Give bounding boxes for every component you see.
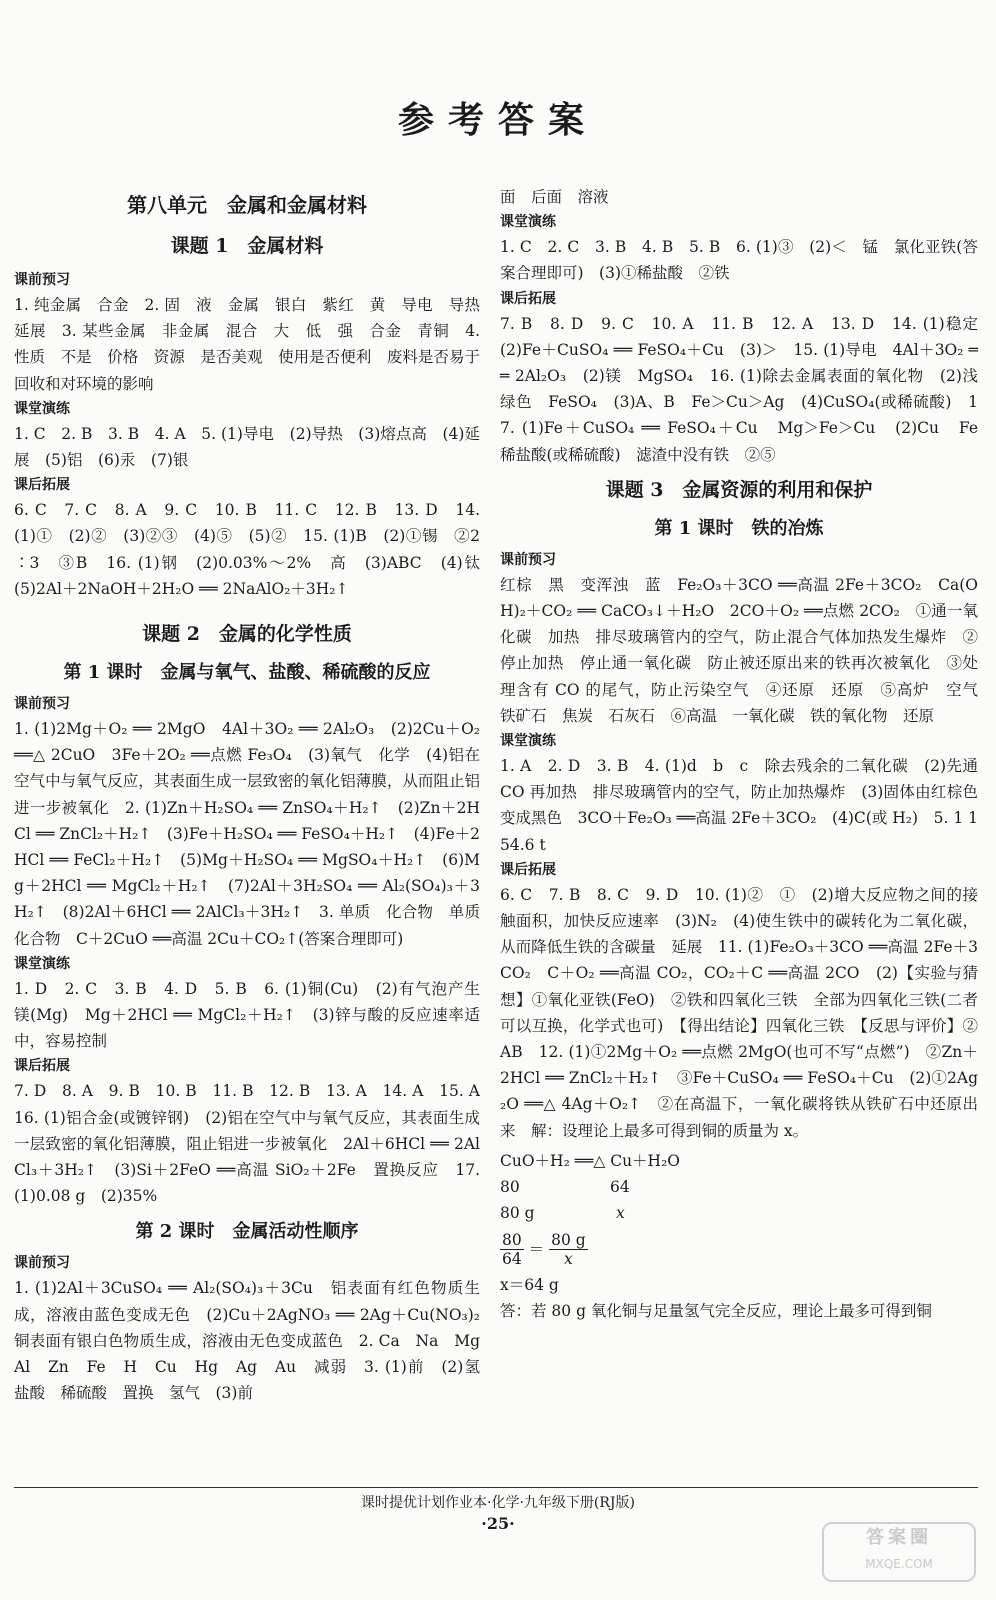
right-column — [500, 184, 994, 1324]
section-label: 课前预习 — [14, 696, 70, 713]
denominator: x — [564, 1249, 573, 1268]
page-title: 参考答案 — [397, 99, 598, 141]
section-label: 课后拓展 — [500, 290, 556, 307]
period-title: 第 1 课时 金属与氧气、盐酸、稀硫酸的反应 — [63, 662, 431, 684]
answer-text: 1. A 2. D 3. B 4. (1)d b c 除去残余的二氧化碳 (2)先通 CO 再加热 排尽玻璃管内的空气，防止加热爆炸 (3)固体由红棕色变成黑色 3CO＋Fe₂O₃ ══高温 2Fe＋3CO₂ (4)C(或 H₂) 5. 1 154.6 t — [500, 757, 983, 854]
answer-text: 1. C 2. B 3. B 4. A 5. (1)导电 (2)导热 (3)熔点高 (4)延展 (5)铝 (6)汞 (7)银 — [14, 424, 480, 470]
calc-ratio: $\frac{80}{64}$ ＝ $\frac{80 g}{x}$ — [502, 1230, 586, 1268]
page-number: ·25· — [481, 1514, 515, 1533]
answer-text: 1. (1)2Mg＋O₂ ══ 2MgO 4Al＋3O₂ ══ 2Al₂O₃ (2)2Cu＋O₂ ══△ 2CuO 3Fe＋2O₂ ══点燃 Fe₃O₄ (3)氧气 化学 (4)铝在空气中与氧气反应，其表面生成一层致密的氧化铝薄膜，从而阻止铝进一步被氧化 2. (1)Zn＋H₂SO₄ ══ ZnSO₄＋H₂↑ (2)Zn＋2HCl ══ ZnCl₂＋H₂↑ (3)Fe＋H₂SO₄ ══ FeSO₄＋H₂↑ (4)Fe＋2HCl ══ FeCl₂＋H₂↑ (5)Mg＋H₂SO₄ ══ MgSO₄＋H₂↑ (6)Mg＋2HCl ══ MgCl₂＋H₂↑ (7)2Al＋3H₂SO₄ ══ Al₂(SO₄)₃＋3H₂↑ (8)2Al＋6HCl ══ 2AlCl₃＋3H₂↑ 3. 单质 化合物 单质 化合物 C＋2CuO ══高温 2Cu＋CO₂↑(答案合理即可) — [14, 720, 496, 948]
lesson1-title: 课题 1 金属材料 — [170, 235, 324, 257]
answer-text: 7. B 8. D 9. C 10. A 11. B 12. A 13. D 14. (1)稳定 (2)Fe＋CuSO₄ ══ FeSO₄＋Cu (3)＞ 15. (1)导电 4Al＋3O₂ ══ 2Al₂O₃ (2)镁 MgSO₄ 16. (1)除去金属表面的氧化物 (2)浅绿色 FeSO₄ (3)A、B Fe＞Cu＞Ag (4)CuSO₄(或稀硫酸) 17. (1)Fe＋CuSO₄ ══ FeSO₄＋Cu Mg＞Fe＞Cu (2)Cu Fe 稀盐酸(或稀硫酸) 滤渣中没有铁 ②⑤ — [500, 314, 994, 464]
section-label: 课堂演练 — [14, 955, 70, 972]
section-label: 课后拓展 — [14, 1058, 70, 1075]
calc-result: x＝64 g — [500, 1275, 559, 1294]
calc-equation: CuO＋H₂ ══△ Cu＋H₂O — [500, 1151, 680, 1170]
fraction — [500, 1231, 524, 1268]
answer-text: 1. C 2. C 3. B 4. B 5. B 6. (1)③ (2)＜ 锰 氯化亚铁(答案合理即可) (3)①稀盐酸 ②铁 — [500, 238, 978, 283]
section-label: 课后拓展 — [14, 477, 70, 494]
calc-row — [500, 1200, 978, 1226]
watermark-logo — [822, 1522, 976, 1582]
answer-text: 红棕 黑 变浑浊 蓝 Fe₂O₃＋3CO ══高温 2Fe＋3CO₂ Ca(OH)₂＋CO₂ ══ CaCO₃↓＋H₂O 2CO＋O₂ ══点燃 2CO₂ ①通一氧化碳 加热 排尽玻璃管内的空气，防止混合气体加热发生爆炸 ②停止加热 停止通一氧化碳 防止被还原出来的铁再次被氧化 ③处理含有 CO 的尾气，防止污染空气 ④还原 还原 ⑤高炉 空气 铁矿石 焦炭 石灰石 ⑥高温 一氧化碳 铁的氧化物 还原 — [500, 575, 994, 725]
denominator: 64 — [502, 1249, 522, 1268]
calc-row — [500, 1174, 978, 1200]
answer-text: 1. 纯金属 合金 2. 固 液 金属 银白 紫红 黄 导电 导热 延展 3. 某些金属 非金属 混合 大 低 强 合金 青铜 4. 性质 不是 价格 资源 是否美观 使用是否便利 废料是否易于回收和对环境的影响 — [14, 296, 496, 393]
section-label: 课前预习 — [500, 551, 556, 568]
unit-title: 第八单元 金属和金属材料 — [127, 193, 367, 217]
section-label: 课前预习 — [14, 1255, 70, 1272]
answer-text: 6. C 7. B 8. C 9. D 10. (1)② ① (2)增大反应物之间的接触面积，加快反应速率 (3)N₂ (4)使生铁中的碳转化为二氧化碳，从而降低生铁的含碳量 延展 11. (1)Fe₂O₃＋3CO ══高温 2Fe＋3CO₂ C＋O₂ ══高温 CO₂，CO₂＋C ══高温 2CO (2)【实验与猜想】①氧化亚铁(FeO) ②铁和四氧化三铁 全部为四氧化三铁(二者可以互换，化学式也可) 【得出结论】四氧化三铁 【反思与评价】②AB 12. (1)①2Mg＋O₂ ══点燃 2MgO(也可不写“点燃”) ②Zn＋2HCl ══ ZnCl₂＋H₂↑ ③Fe＋CuSO₄ ══ FeSO₄＋Cu (2)①2Ag₂O ══△ 4Ag＋O₂↑ ②在高温下，一氧化碳将铁从铁矿石中还原出来 解：设理论上最多可得到铜的质量为 x。 — [500, 885, 978, 1140]
period-title: 第 1 课时 铁的冶炼 — [654, 517, 824, 539]
numerator: 80 g — [551, 1230, 586, 1249]
left-column — [14, 186, 496, 1407]
calc-given: 80 g — [500, 1204, 535, 1223]
period-title: 第 2 课时 金属活动性顺序 — [135, 1221, 359, 1243]
footer-text: 课时提优计划作业本·化学·九年级下册(RJ版) — [361, 1495, 635, 1511]
footer-divider — [14, 1487, 978, 1488]
calculation-block — [500, 1148, 978, 1324]
answer-text: 面 后面 溶液 — [500, 188, 609, 206]
calc-mass: 64 — [610, 1178, 630, 1197]
answer-text: 6. C 7. C 8. A 9. C 10. B 11. C 12. B 13. D 14. (1)① (2)② (3)②③ (4)⑤ (5)② 15. (1)B (2)①锡 ②2∶3 ③B 16. (1)钢 (2)0.03%～2% 高 (3)ABC (4)钛 (5)2Al＋2NaOH＋2H₂O ══ 2NaAlO₂＋3H₂↑ — [14, 501, 496, 598]
lesson3-title: 课题 3 金属资源的利用和保护 — [605, 478, 873, 501]
lesson2-title: 课题 2 金属的化学性质 — [142, 623, 352, 646]
answer-text: 7. D 8. A 9. B 10. B 11. B 12. B 13. A 14. A 15. A 16. (1)铝合金(或镀锌钢) (2)铝在空气中与氧气反应，其表面生成一层致密的氧化铝薄膜，阻止铝进一步被氧化 2Al＋6HCl ══ 2AlCl₃＋3H₂↑ (3)Si＋2FeO ══高温 SiO₂＋2Fe 置换反应 17. (1)0.08 g (2)35% — [14, 1082, 496, 1206]
calc-mass: 80 — [500, 1178, 520, 1197]
numerator: 80 — [502, 1230, 522, 1249]
section-label: 课前预习 — [14, 272, 70, 288]
answer-text: 1. D 2. C 3. B 4. D 5. B 6. (1)铜(Cu) (2)有气泡产生 镁(Mg) Mg＋2HCl ══ MgCl₂＋H₂↑ (3)锌与酸的反应速率适中，容易控制 — [14, 979, 496, 1051]
calc-unknown: x — [616, 1204, 625, 1223]
watermark-main: 答案圈 — [866, 1527, 932, 1548]
calc-answer: 答：若 80 g 氧化铜与足量氢气完全反应，理论上最多可得到铜 — [500, 1301, 932, 1320]
section-label: 课堂演练 — [14, 400, 70, 417]
watermark-sub: MXQE.COM — [865, 1557, 933, 1571]
answer-text: 1. (1)2Al＋3CuSO₄ ══ Al₂(SO₄)₃＋3Cu 铝表面有红色物质生成，溶液由蓝色变成无色 (2)Cu＋2AgNO₃ ══ 2Ag＋Cu(NO₃)₂ 铜表面有银白色物质生成，溶液由无色变成蓝色 2. Ca Na Mg Al Zn Fe H Cu Hg Ag Au 减弱 3. (1)前 (2)氢 盐酸 稀硫酸 置换 氢气 (3)前 — [14, 1279, 496, 1403]
section-label: 课后拓展 — [500, 861, 556, 878]
fraction — [549, 1231, 588, 1268]
section-label: 课堂演练 — [500, 214, 556, 231]
section-label: 课堂演练 — [500, 733, 556, 750]
